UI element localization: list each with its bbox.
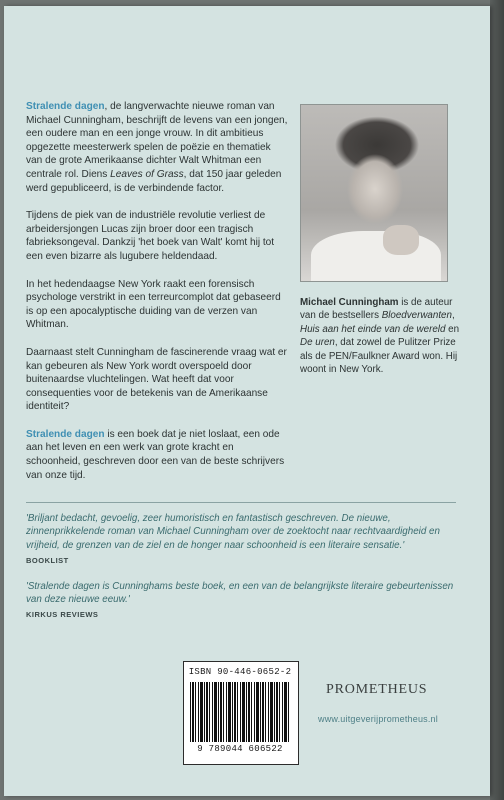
blurb-paragraph-5: Stralende dagen is een boek dat je niet loslaat, een ode aan het leven en een werk van grote kracht en schoonheid, geschreven door een van de beste schrijvers van onze tijd. <box>26 428 285 481</box>
author-name: Michael Cunningham <box>300 297 399 308</box>
publisher-url: www.uitgeverijprometheus.nl <box>318 714 438 724</box>
photo-shirt <box>311 231 441 282</box>
book-title-highlight: Stralende dagen <box>26 428 105 440</box>
author-book-3: De uren <box>300 337 335 349</box>
review-quote-1: 'Briljant bedacht, gevoelig, zeer humoristisch en fantastisch geschreven. De nieuwe, zinnenprikkelende roman van Michael Cunningham over de zoektocht naar rechtvaardigheid en vrijheid, de grenzen van de ziel en de honger naar schoonheid is een literaire sensatie.' <box>26 513 440 551</box>
author-book-1: Bloedverwanten <box>381 310 452 322</box>
blurb-paragraph-4: Daarnaast stelt Cunningham de fascinerende vraag wat er kan gebeuren als New York wordt overspoeld door buitenaardse vluchtelingen. Wat heeft dat voor consequenties voor de betekenis van de Amerikaanse identiteit? <box>26 346 287 413</box>
review-source-2: KIRKUS REVIEWS <box>26 610 99 620</box>
section-divider <box>26 502 456 503</box>
author-photo <box>300 104 448 282</box>
barcode-digits: 9 789044 606522 <box>197 744 283 754</box>
author-bio: Michael Cunningham is de auteur van de bestsellers Bloedverwanten, Huis aan het einde van de wereld en De uren, dat zowel de Pulitzer Prize als de PEN/Faulkner Award won. Hij woont in New York. <box>300 297 460 376</box>
review-quote-2: 'Stralende dagen is Cunninghams beste boek, en een van de belangrijkste literaire gebeurtenissen van deze nieuwe eeuw.' <box>26 580 454 606</box>
blurb-paragraph-1: Stralende dagen, de langverwachte nieuwe roman van Michael Cunningham, beschrijft de levens van een jongen, een oudere man en een jonge vrouw. In dit ambitieus opgezette meesterwerk spelen de poëzie en thematiek van de grote Amerikaanse dichter Walt Whitman een centrale rol. Diens Leaves of Grass, dat 150 jaar geleden werd gepubliceerd, is de verbindende factor. <box>26 101 288 194</box>
author-book-2: Huis aan het einde van de wereld <box>300 323 446 335</box>
book-title-highlight: Stralende dagen <box>26 101 105 112</box>
review-source-1: BOOKLIST <box>26 556 69 566</box>
photo-hand <box>383 225 419 255</box>
spine-edge <box>490 0 504 800</box>
blurb-paragraph-3: In het hedendaagse New York raakt een forensisch psychologe verstrikt in een terreurcomplot dat gebaseerd is op een apocalyptische duiding van de verzen van Whitman. <box>26 278 281 331</box>
isbn-label: ISBN 90-446-0652-2 <box>188 667 292 677</box>
blurb-text <box>26 100 288 496</box>
referenced-book-title: Leaves of Grass <box>110 168 184 180</box>
review-quotes <box>26 512 456 634</box>
barcode-icon <box>190 682 290 742</box>
publisher-logo: PROMETHEUS <box>326 682 428 697</box>
blurb-paragraph-2: Tijdens de piek van de industriële revolutie verliest de arbeidersjongen Lucas zijn broer door een tragisch fabrieksongeval. Dankzij 'het boek van Walt' komt hij tot een even bizarre als lugubere heldendaad. <box>26 210 275 262</box>
